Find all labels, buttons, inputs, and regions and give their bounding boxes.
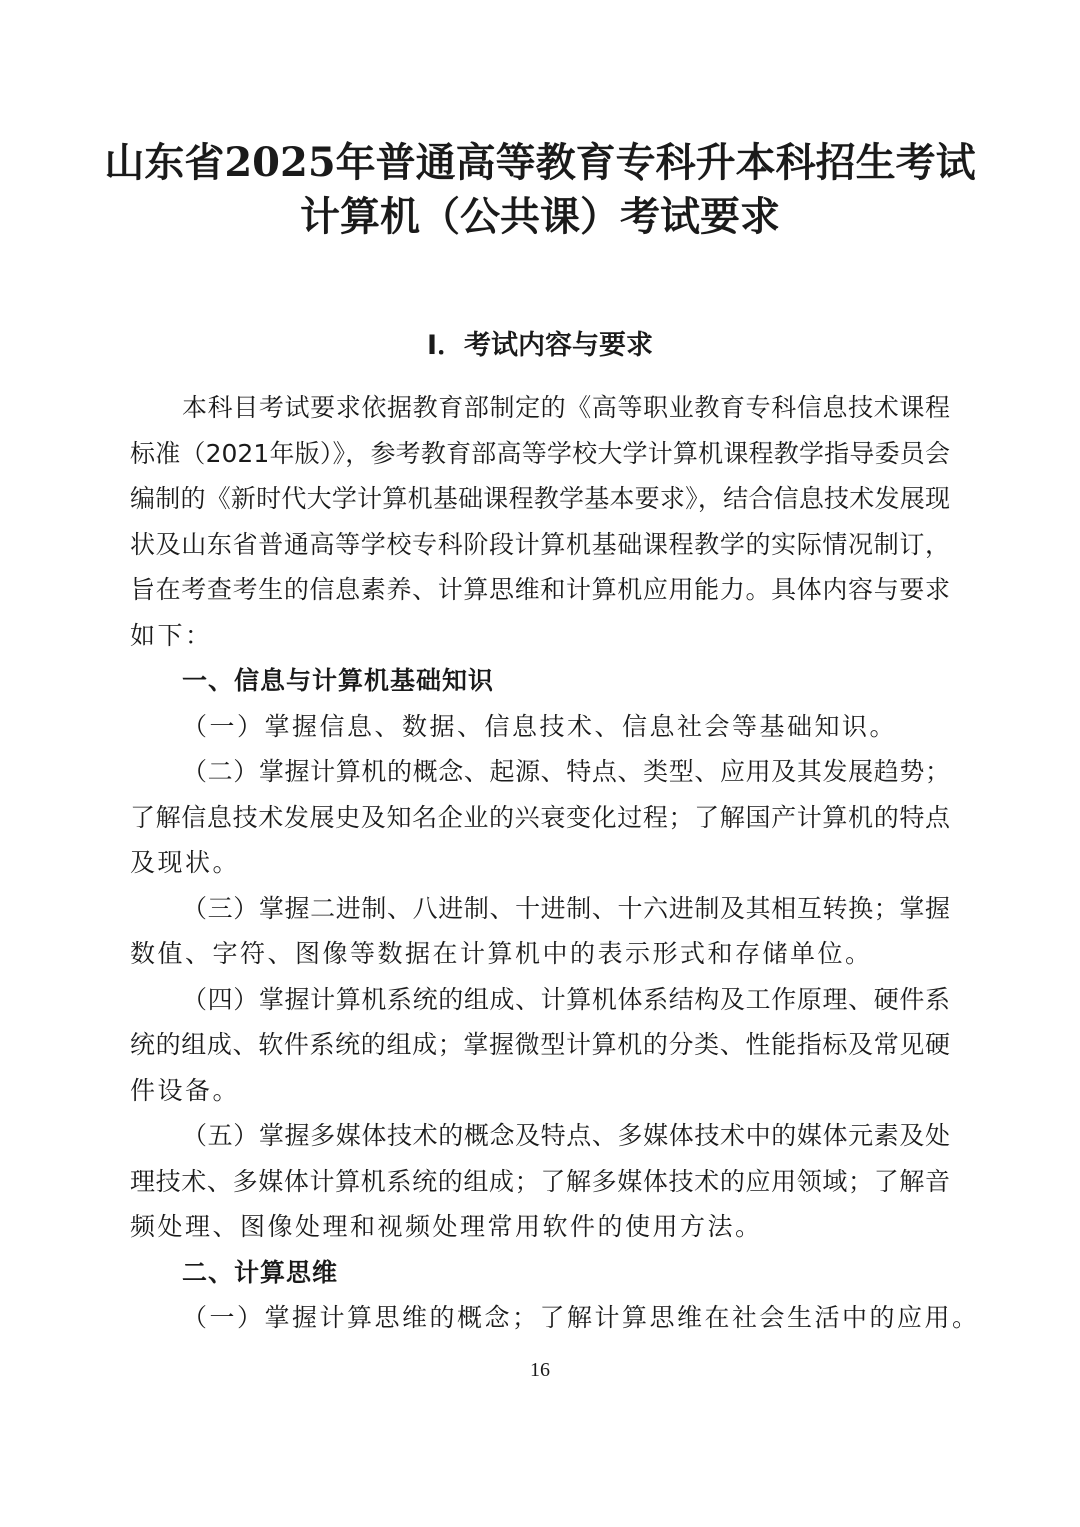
text-line: 件设备。 bbox=[130, 1075, 241, 1105]
text-line: （一）掌握信息、数据、信息技术、信息社会等基础知识。 bbox=[182, 711, 898, 741]
text-line: 统的组成、软件系统的组成；掌握微型计算机的分类、性能指标及常见硬 bbox=[130, 1030, 950, 1059]
text-line: 旨在考查考生的信息素养、计算思维和计算机应用能力。具体内容与要求 bbox=[130, 575, 950, 604]
section-heading: Ⅰ．考试内容与要求 bbox=[426, 330, 654, 361]
document-title-line-1: 山东省2025年普通高等教育专科升本科招生考试 bbox=[104, 139, 976, 186]
text-line: 了解信息技术发展史及知名企业的兴衰变化过程；了解国产计算机的特点 bbox=[130, 802, 950, 832]
text-line: （一）掌握计算思维的概念；了解计算思维在社会生活中的应用。 bbox=[182, 1303, 980, 1332]
text-line: 本科目考试要求依据教育部制定的《高等职业教育专科信息技术课程 bbox=[182, 393, 950, 422]
text-line: 状及山东省普通高等学校专科阶段计算机基础课程教学的实际情况制订， bbox=[130, 529, 950, 559]
subsection-heading: 二、计算思维 bbox=[182, 1257, 339, 1287]
subsection-heading: 一、信息与计算机基础知识 bbox=[182, 666, 495, 695]
text-line: 频处理、图像处理和视频处理常用软件的使用方法。 bbox=[130, 1212, 763, 1241]
text-line: （三）掌握二进制、八进制、十进制、十六进制及其相互转换；掌握 bbox=[182, 893, 950, 923]
document-body bbox=[130, 385, 980, 1341]
text-line: 理技术、多媒体计算机系统的组成；了解多媒体技术的应用领域；了解音 bbox=[130, 1166, 950, 1196]
text-line: 如下： bbox=[130, 620, 213, 650]
document-title-line-2: 计算机（公共课）考试要求 bbox=[300, 193, 780, 240]
text-line: 编制的《新时代大学计算机基础课程教学基本要求》，结合信息技术发展现 bbox=[130, 484, 950, 513]
text-line: 标准（2021年版）》，参考教育部高等学校大学计算机课程教学指导委员会 bbox=[130, 438, 950, 468]
text-line: 数值、字符、图像等数据在计算机中的表示形式和存储单位。 bbox=[130, 939, 873, 968]
text-line: （四）掌握计算机系统的组成、计算机体系结构及工作原理、硬件系 bbox=[182, 984, 950, 1014]
page-number: 16 bbox=[530, 1359, 550, 1381]
text-line: （五）掌握多媒体技术的概念及特点、多媒体技术中的媒体元素及处 bbox=[182, 1121, 950, 1150]
text-line: （二）掌握计算机的概念、起源、特点、类型、应用及其发展趋势； bbox=[182, 757, 950, 786]
text-line: 及现状。 bbox=[130, 848, 241, 877]
